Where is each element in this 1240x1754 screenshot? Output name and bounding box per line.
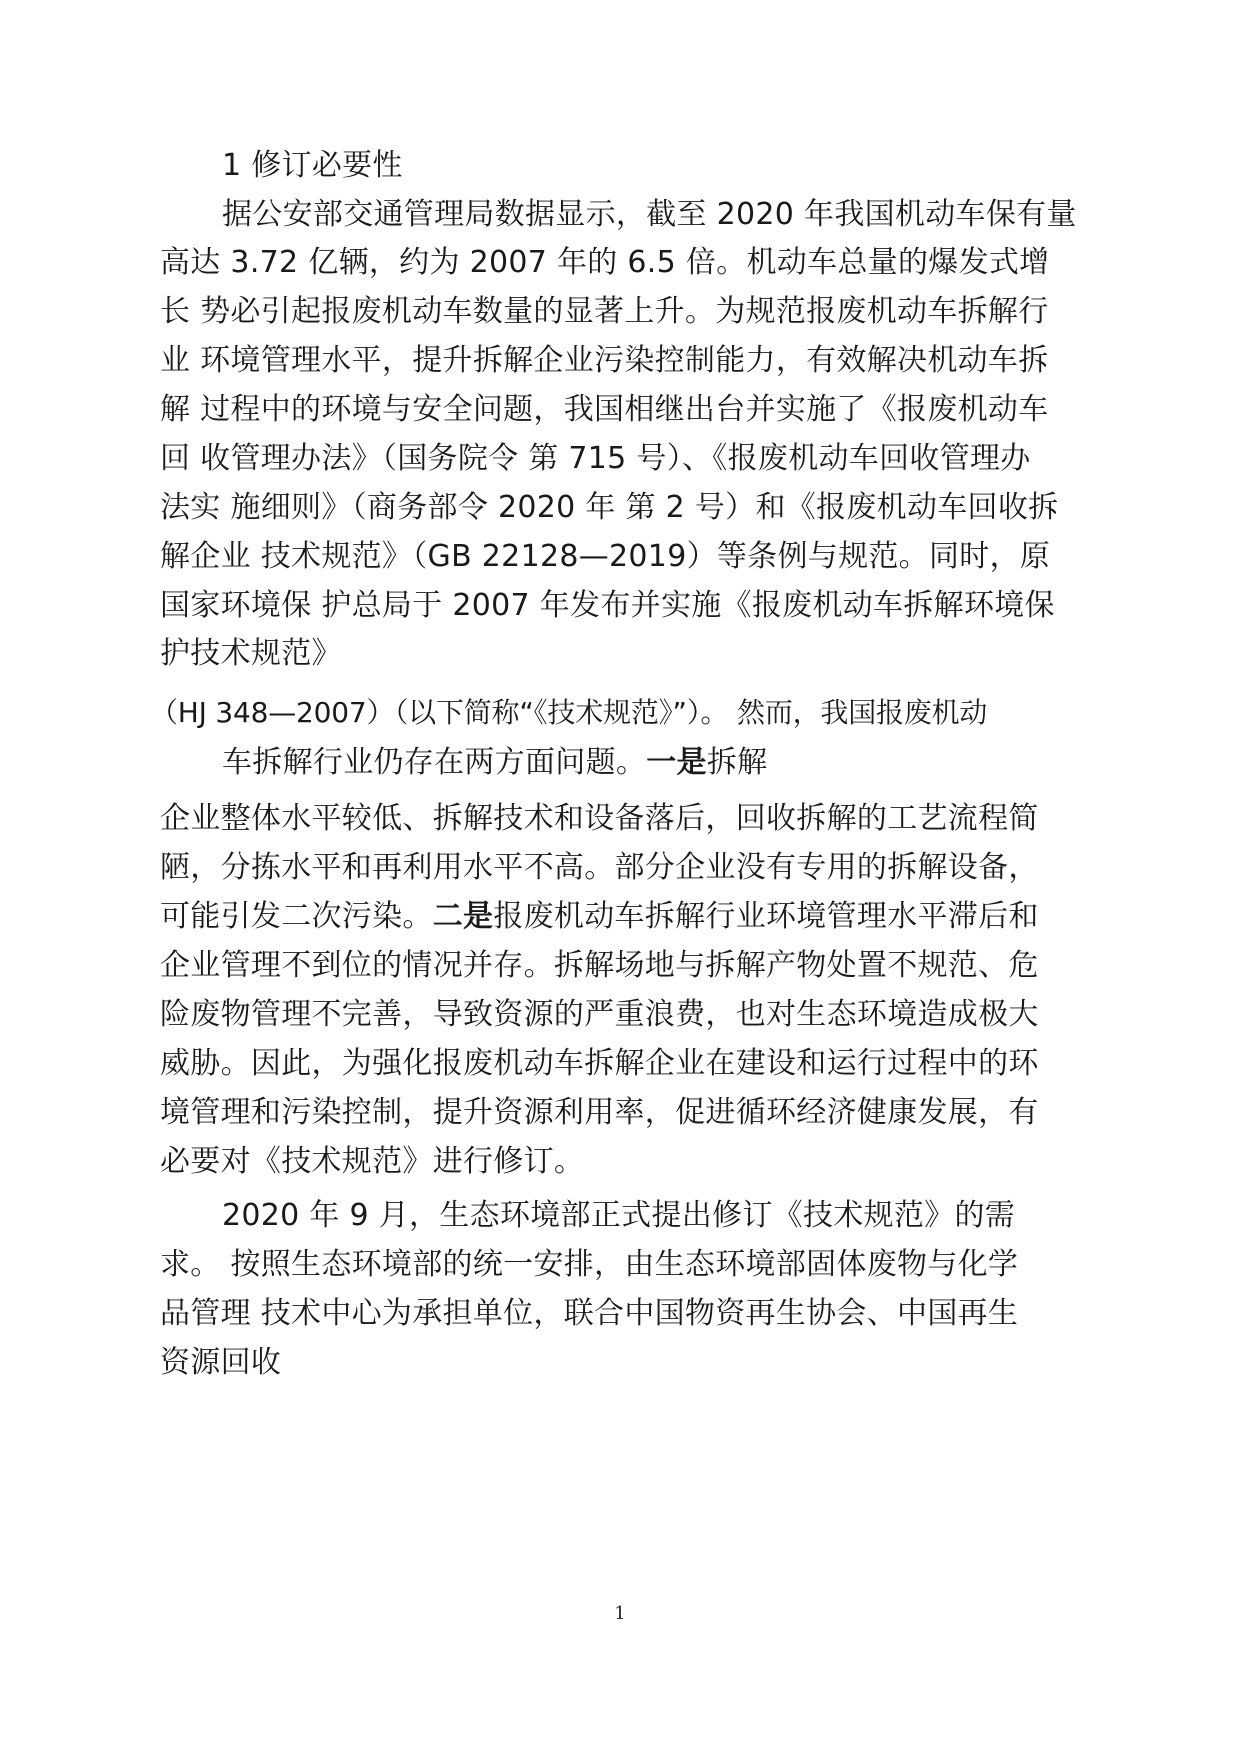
paragraph-line: 求。 按照生态环境部的统一安排，由生态环境部固体废物与化学 xyxy=(160,1247,1019,1282)
paragraph-line: 业 环境管理水平，提升拆解企业污染控制能力，有效解决机动车拆 xyxy=(160,343,1049,378)
paragraph-line: （HJ 348—2007）（以下简称“《技术规范》”）。 然而，我国报废机动 xyxy=(150,696,988,729)
paragraph-line: 威胁。因此，为强化报废机动车拆解企业在建设和运行过程中的环 xyxy=(160,1046,1039,1081)
paragraph-line: 解企业 技术规范》（GB 22128—2019）等条例与规范。同时，原 xyxy=(160,539,1051,574)
paragraph-line: 长 势必引起报废机动车数量的显著上升。为规范报废机动车拆解行 xyxy=(160,294,1049,329)
paragraph-line: 必要对《技术规范》进行修订。 xyxy=(160,1144,585,1179)
paragraph-line: 险废物管理不完善，导致资源的严重浪费，也对生态环境造成极大 xyxy=(160,997,1039,1032)
paragraph-line: 企业管理不到位的情况并存。拆解场地与拆解产物处置不规范、危 xyxy=(160,948,1039,983)
emphasis-text: 二是 xyxy=(432,899,494,934)
paragraph-line: 高达 3.72 亿辆，约为 2007 年的 6.5 倍。机动车总量的爆发式增 xyxy=(160,245,1050,280)
text-span: 拆解 xyxy=(706,745,768,780)
page-number: 1 xyxy=(614,1603,626,1624)
paragraph-line xyxy=(222,743,767,783)
paragraph-line: 境管理和污染控制，提升资源利用率，促进循环经济健康发展，有 xyxy=(160,1095,1039,1130)
section-heading: 1 修订必要性 xyxy=(222,148,403,183)
text-span: 车拆解行业仍存在两方面问题。 xyxy=(222,745,647,780)
paragraph-line: 资源回收 xyxy=(160,1345,282,1380)
text-span: 可能引发二次污染。 xyxy=(160,899,433,934)
paragraph-line: 护技术规范》 xyxy=(160,636,342,671)
paragraph-line: 陋，分拣水平和再利用水平不高。部分企业没有专用的拆解设备， xyxy=(160,850,1039,885)
paragraph-line: 解 过程中的环境与安全问题，我国相继出台并实施了《报废机动车 xyxy=(160,392,1049,427)
paragraph-line: 国家环境保 护总局于 2007 年发布并实施《报废机动车拆解环境保 xyxy=(160,588,1055,623)
paragraph-line xyxy=(160,897,1039,937)
paragraph-line: 企业整体水平较低、拆解技术和设备落后，回收拆解的工艺流程简 xyxy=(160,801,1039,836)
paragraph-line: 回 收管理办法》（国务院令 第 715 号）、《报废机动车回收管理办 xyxy=(160,441,1031,476)
paragraph-line: 2020 年 9 月，生态环境部正式提出修订《技术规范》的需 xyxy=(222,1198,1016,1233)
paragraph-line: 法实 施细则》（商务部令 2020 年 第 2 号）和《报废机动车回收拆 xyxy=(160,490,1059,525)
paragraph-line: 据公安部交通管理局数据显示，截至 2020 年我国机动车保有量 xyxy=(222,197,1077,232)
emphasis-text: 一是 xyxy=(646,745,707,780)
paragraph-line: 品管理 技术中心为承担单位，联合中国物资再生协会、中国再生 xyxy=(160,1296,1019,1331)
text-span: 报废机动车拆解行业环境管理水平滞后和 xyxy=(493,899,1039,934)
